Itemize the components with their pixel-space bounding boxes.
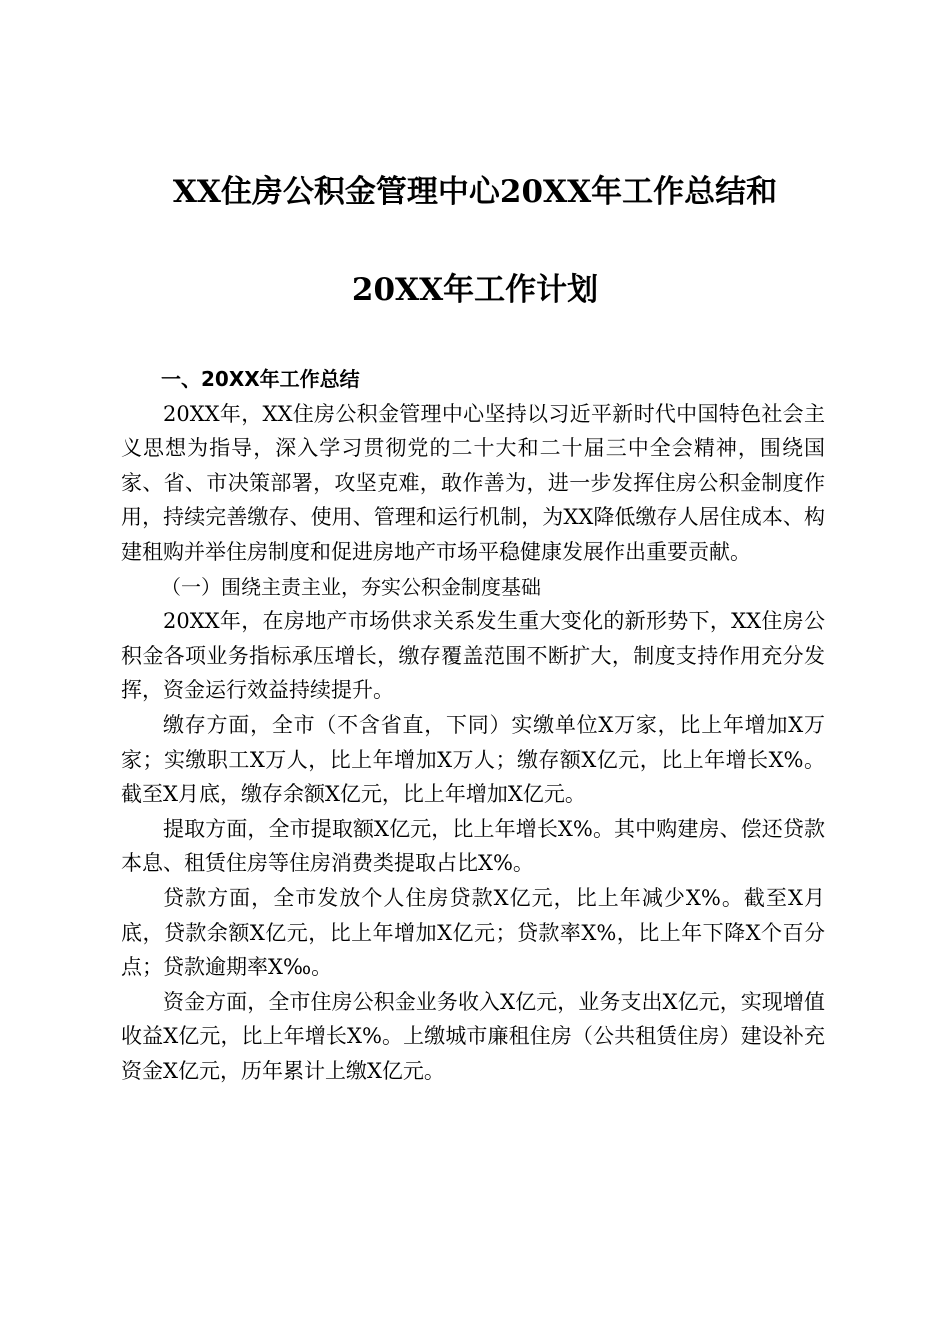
document-title-line-2: 20XX年工作计划 [351, 272, 599, 308]
funds-paragraph: 资金方面，全市住房公积金业务收入X亿元，业务支出X亿元，实现增值收益X亿元，比上年增长X%。上缴城市廉租住房（公共租赁住房）建设补充资金X亿元，历年累计上缴X亿元。 [121, 989, 825, 1083]
subsection-heading: （一）围绕主责主业，夯实公积金制度基础 [161, 574, 541, 599]
intro-paragraph: 20XX年，XX住房公积金管理中心坚持以习近平新时代中国特色社会主义思想为指导，深入学习贯彻党的二十大和二十届三中全会精神，围绕国家、省、市决策部署，攻坚克难，敢作善为，进一步发挥住房公积金制度作用，持续完善缴存、使用、管理和运行机制，为XX降低缴存人居住成本、构建租购并举住房制度和促进房地产市场平稳健康发展作出重要贡献。 [121, 401, 825, 564]
section-heading: 一、20XX年工作总结 [161, 367, 360, 391]
withdrawal-paragraph: 提取方面，全市提取额X亿元，比上年增长X%。其中购建房、偿还贷款本息、租赁住房等住房消费类提取占比X%。 [121, 816, 825, 876]
document-title-line-1: XX住房公积金管理中心20XX年工作总结和 [172, 174, 778, 210]
document-body [121, 362, 825, 1088]
deposit-paragraph: 缴存方面，全市（不含省直，下同）实缴单位X万家，比上年增加X万家；实缴职工X万人，比上年增加X万人；缴存额X亿元，比上年增长X%。截至X月底，缴存余额X亿元，比上年增加X亿元。 [121, 712, 825, 807]
overview-paragraph: 20XX年，在房地产市场供求关系发生重大变化的新形势下，XX住房公积金各项业务指标承压增长，缴存覆盖范围不断扩大，制度支持作用充分发挥，资金运行效益持续提升。 [121, 609, 825, 703]
loan-paragraph: 贷款方面，全市发放个人住房贷款X亿元，比上年减少X%。截至X月底，贷款余额X亿元，比上年增加X亿元；贷款率X%，比上年下降X个百分点；贷款逾期率X‰。 [121, 885, 825, 980]
